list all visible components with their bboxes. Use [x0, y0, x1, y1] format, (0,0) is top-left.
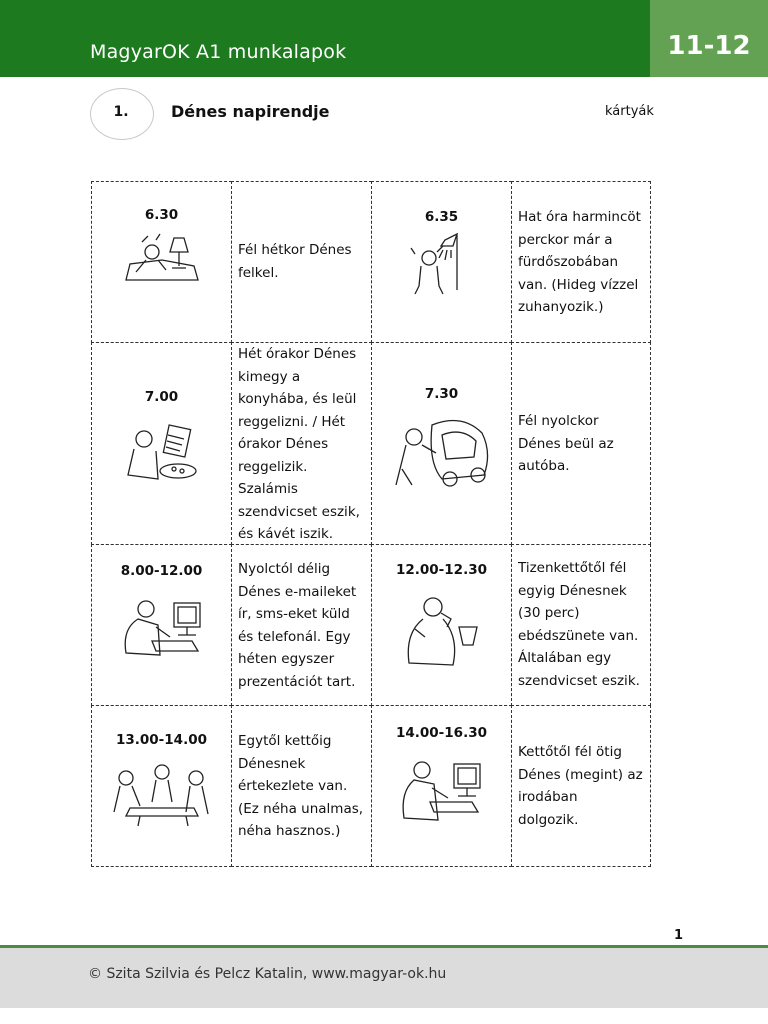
- shower-icon: [407, 230, 477, 296]
- card-1-line: felkel.: [238, 264, 279, 281]
- card-2-picture: [371, 181, 512, 343]
- card-3-line: kimegy a: [238, 368, 301, 385]
- card-7-description: [238, 730, 366, 843]
- card-7-picture: [91, 705, 232, 867]
- card-1-time: 6.30: [144, 207, 179, 223]
- card-7-line: Dénesnek: [238, 755, 306, 772]
- card-7-time: 13.00-14.00: [115, 732, 207, 748]
- card-6-picture: [371, 544, 512, 706]
- lunch-icon: [397, 593, 487, 669]
- card-4-picture: [371, 342, 512, 545]
- page-number: 1: [674, 928, 684, 943]
- card-6-line: (30 perc): [518, 605, 580, 621]
- breakfast-icon: [122, 423, 202, 487]
- card-6-line: szendvicset eszik.: [518, 672, 640, 689]
- card-8-line: Dénes (megint) az: [518, 766, 643, 783]
- card-1-line: Fél hétkor Dénes: [238, 242, 352, 258]
- card-5-line: héten egyszer: [238, 651, 335, 667]
- card-3-line: órakor Dénes: [238, 436, 329, 452]
- card-8-description: [518, 741, 646, 831]
- card-5-line: prezentációt tart.: [238, 673, 356, 690]
- card-1-text: [231, 181, 372, 343]
- card-4-line: Dénes beül az: [518, 435, 614, 452]
- card-1-description: [238, 239, 366, 284]
- header-bar: [0, 0, 768, 77]
- card-2-line: fürdőszobában: [518, 254, 619, 270]
- card-6-line: ebédszünete van.: [518, 627, 639, 644]
- card-3-time: 7.00: [144, 389, 179, 405]
- footer-bar: [0, 948, 768, 1008]
- card-4-description: [518, 410, 646, 478]
- card-5-line: és telefonál. Egy: [238, 628, 351, 645]
- card-5-line: ír, sms-eket küld: [238, 606, 350, 622]
- car-icon: [392, 413, 492, 493]
- card-5-description: [238, 558, 366, 693]
- card-grid: [91, 181, 651, 867]
- card-4-line: autóba.: [518, 458, 570, 474]
- card-4-text: [511, 342, 651, 545]
- card-6-time: 12.00-12.30: [395, 562, 487, 578]
- card-7-line: néha hasznos.): [238, 823, 341, 839]
- task-type-label: kártyák: [605, 104, 654, 119]
- card-5-line: Nyolctól délig: [238, 561, 331, 577]
- card-3-description: [238, 343, 366, 546]
- card-3-line: szendvicset eszik,: [238, 503, 360, 520]
- card-7-line: (Ez néha unalmas,: [238, 800, 364, 817]
- card-3-line: Hét órakor Dénes: [238, 346, 357, 362]
- card-8-text: [511, 705, 651, 867]
- card-2-line: zuhanyozik.): [518, 299, 604, 315]
- card-8-line: Kettőtől fél ötig: [518, 744, 622, 760]
- card-6-line: Általában egy: [518, 650, 612, 666]
- card-6-line: egyig Dénesnek: [518, 582, 627, 599]
- card-7-line: értekezlete van.: [238, 778, 348, 794]
- task-number: 1.: [113, 104, 129, 120]
- card-3-line: reggelizik.: [238, 458, 308, 475]
- card-2-line: Hat óra harmincöt: [518, 209, 641, 225]
- card-1-picture: [91, 181, 232, 343]
- card-2-description: [518, 206, 646, 319]
- card-6-description: [518, 557, 646, 692]
- card-3-line: reggelizni. / Hét: [238, 413, 346, 430]
- unit-badge: [650, 0, 768, 77]
- office-work-icon: [112, 595, 212, 667]
- card-3-text: [231, 342, 372, 545]
- card-5-text: [231, 544, 372, 706]
- card-6-text: [511, 544, 651, 706]
- card-2-text: [511, 181, 651, 343]
- card-3-line: Szalámis: [238, 481, 298, 497]
- card-3-picture: [91, 342, 232, 545]
- task-title: Dénes napirendje: [171, 102, 330, 121]
- unit-number: 11-12: [667, 31, 751, 61]
- card-5-picture: [91, 544, 232, 706]
- card-2-time: 6.35: [424, 209, 459, 225]
- header-title: MagyarOK A1 munkalapok: [90, 41, 347, 63]
- meeting-icon: [110, 762, 214, 828]
- card-4-line: Fél nyolckor: [518, 413, 599, 429]
- card-2-line: van. (Hideg vízzel: [518, 276, 639, 293]
- card-7-text: [231, 705, 372, 867]
- card-6-line: Tizenkettőtől fél: [518, 560, 627, 576]
- card-4-time: 7.30: [424, 386, 459, 402]
- waking-up-icon: [122, 230, 202, 290]
- card-8-time: 14.00-16.30: [395, 725, 487, 741]
- task-number-circle: [90, 88, 154, 140]
- card-8-line: irodában: [518, 789, 578, 805]
- card-5-line: Dénes e-maileket: [238, 583, 357, 600]
- card-3-line: és kávét iszik.: [238, 526, 334, 542]
- computer-work-icon: [394, 756, 490, 828]
- card-2-line: perckor már a: [518, 231, 613, 248]
- card-3-line: konyhába, és leül: [238, 391, 357, 407]
- card-5-time: 8.00-12.00: [120, 563, 203, 579]
- copyright-text: © Szita Szilvia és Pelcz Katalin, www.magyar-ok.hu: [88, 966, 447, 982]
- card-7-line: Egytől kettőig: [238, 733, 332, 749]
- card-8-picture: [371, 705, 512, 867]
- card-8-line: dolgozik.: [518, 811, 579, 828]
